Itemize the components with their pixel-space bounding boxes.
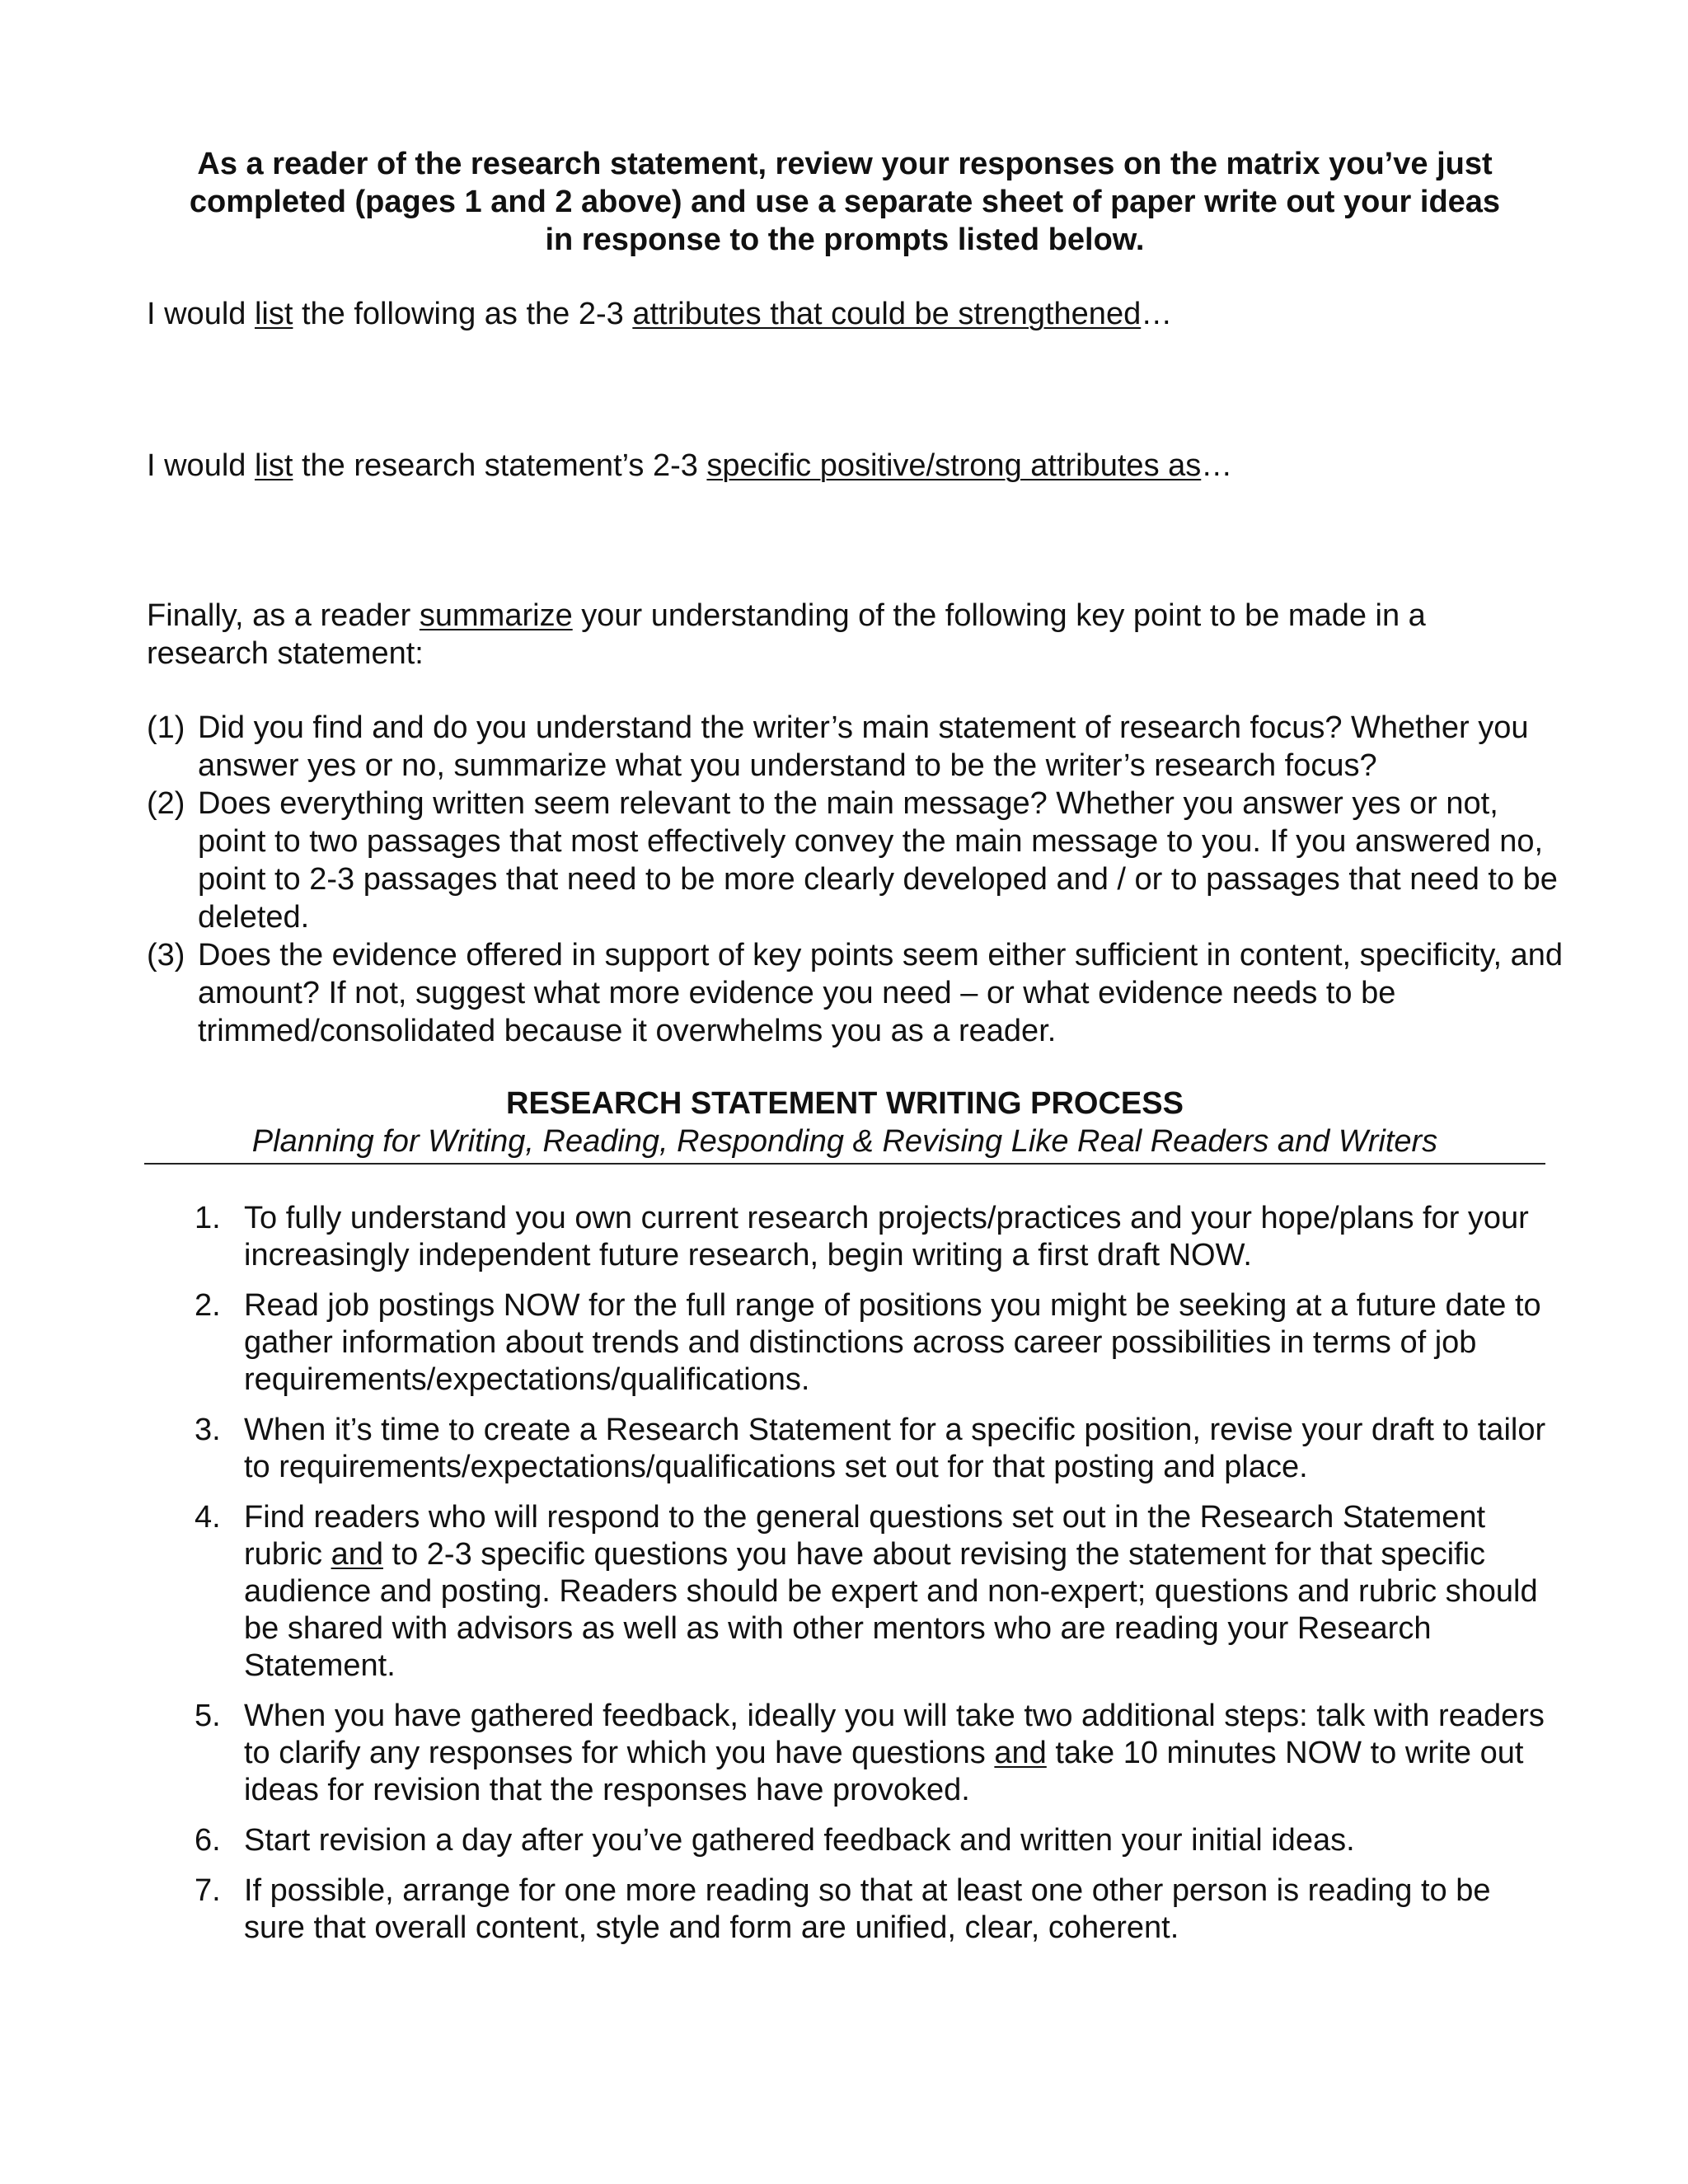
section-divider [144, 1163, 1545, 1165]
prompt-text: the research statement’s 2-3 [293, 448, 707, 483]
step-text: When you have gathered feedback, ideally you will take two additional steps: talk with readers to clarify any responses for which you have questions [244, 1699, 1545, 1770]
prompt-text: I would [147, 448, 255, 483]
section-title: RESEARCH STATEMENT WRITING PROCESS [506, 1086, 1184, 1121]
step-number: 6. [195, 1823, 221, 1858]
step-text: To fully understand you own current research projects/practices and your hope/plans for your increasingly independent future research, begin writing a first draft NOW. [244, 1201, 1529, 1272]
prompt-text: … [1201, 448, 1233, 483]
step-text: If possible, arrange for one more reading so that at least one other person is reading to be sure that overall content, style and form are unified, clear, coherent. [244, 1873, 1491, 1945]
step-underlined-text: and [331, 1537, 383, 1572]
process-steps-list [195, 1200, 1554, 1960]
list-item [147, 936, 1564, 1050]
step-underlined-text: and [994, 1736, 1047, 1770]
prompt-underlined-text: summarize [419, 598, 573, 633]
prompt-positive-attributes [147, 447, 1564, 485]
prompt-underlined-text: list [254, 297, 293, 331]
prompt-text: research statement: [147, 636, 424, 671]
prompt-text: your understanding of the following key point to be made in a [572, 598, 1426, 633]
list-item [195, 1822, 1554, 1859]
prompt-strengthened-attributes [147, 295, 1564, 333]
intro-heading-line: completed (pages 1 and 2 above) and use a separate sheet of paper write out your ideas [189, 185, 1501, 219]
prompt-text: Finally, as a reader [147, 598, 420, 633]
prompt-underlined-text: attributes that could be strengthened [632, 297, 1142, 331]
step-text: When it’s time to create a Research Statement for a specific position, revise your draft to tailor to requirements/expectations/qualifications set out for that posting and place. [244, 1413, 1546, 1484]
step-number: 5. [195, 1699, 221, 1733]
question-text: Does the evidence offered in support of key points seem either sufficient in content, specificity, and amount? If not, suggest what more evidence you need – or what evidence needs to be trimmed/consolidated because it overwhelms you as a reader. [198, 938, 1564, 1048]
section-subtitle: Planning for Writing, Reading, Responding & Revising Like Real Readers and Writers [251, 1124, 1438, 1159]
list-item [195, 1287, 1554, 1399]
list-item [195, 1499, 1554, 1685]
list-item [195, 1698, 1554, 1809]
step-text: Start revision a day after you’ve gathered feedback and written your initial ideas. [244, 1823, 1355, 1858]
question-list [147, 709, 1564, 1050]
question-number: (3) [147, 938, 185, 972]
step-text: Read job postings NOW for the full range of positions you might be seeking at a future date to gather information about trends and distinctions across career possibilities in terms of job requirements/expectations/qualifications. [244, 1288, 1541, 1397]
question-text: Did you find and do you understand the writer’s main statement of research focus? Whether you answer yes or no, summarize what you understand to be the writer’s research focus? [198, 710, 1529, 783]
list-item [147, 709, 1564, 785]
list-item [195, 1200, 1554, 1274]
list-item [195, 1872, 1554, 1947]
question-number: (2) [147, 786, 185, 821]
step-text: to 2-3 specific questions you have about revising the statement for that specific audience and posting. Readers should be expert and non-expert; questions and rubric should be shared with advisors as well as with other mentors who are reading your Research Statement. [244, 1537, 1538, 1683]
list-item [195, 1412, 1554, 1486]
prompt-underlined-text: specific positive/strong attributes as [706, 448, 1202, 483]
prompt-text: … [1141, 297, 1173, 331]
step-number: 1. [195, 1201, 221, 1235]
step-number: 7. [195, 1873, 221, 1908]
prompt-summarize [147, 597, 1564, 673]
step-text: take 10 minutes NOW to write out ideas for revision that the responses have provoked. [244, 1736, 1524, 1807]
question-number: (1) [147, 710, 185, 745]
intro-heading-line: in response to the prompts listed below. [545, 223, 1145, 257]
intro-heading-line: As a reader of the research statement, review your responses on the matrix you’ve just [197, 147, 1493, 181]
step-text: Find readers who will respond to the general questions set out in the Research Statement rubric [244, 1500, 1486, 1572]
prompt-text: the following as the 2-3 [293, 297, 633, 331]
list-item [147, 785, 1564, 936]
question-text: Does everything written seem relevant to the main message? Whether you answer yes or not, point to two passages that most effectively convey the main message to you. If you answered no, point to 2-3 passages that need to be more clearly developed and / or to passages that need to be deleted. [198, 786, 1558, 935]
intro-heading [144, 145, 1545, 259]
step-number: 3. [195, 1413, 221, 1447]
prompt-text: I would [147, 297, 255, 331]
step-number: 4. [195, 1500, 221, 1535]
prompt-underlined-text: list [254, 448, 293, 483]
step-number: 2. [195, 1288, 221, 1323]
